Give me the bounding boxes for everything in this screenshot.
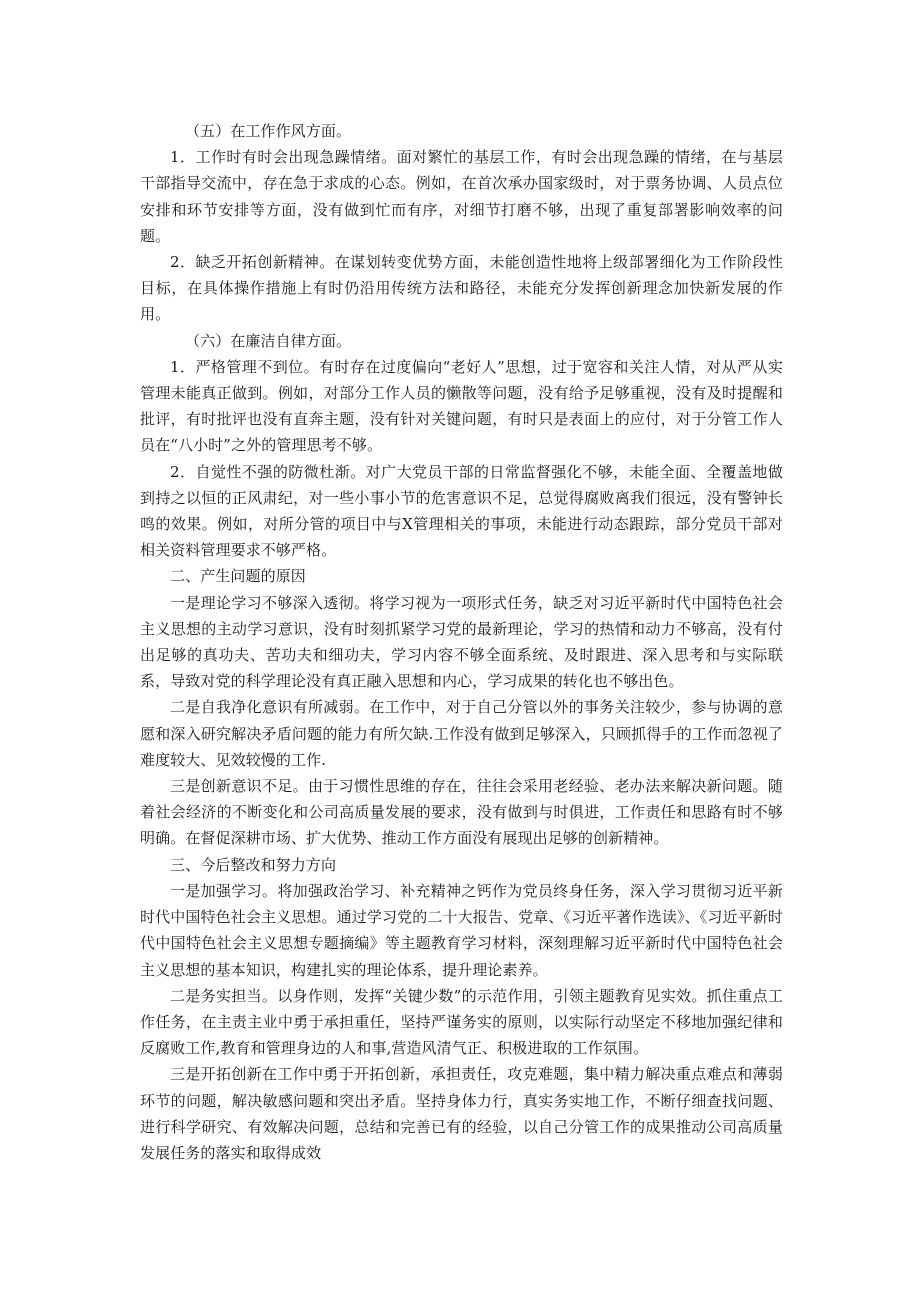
paragraph: 1．工作时有时会出现急躁情绪。面对繁忙的基层工作，有时会出现急躁的情绪，在与基层干部指导交流中，存在急于求成的心态。例如，在首次承办国家级时，对于票务协调、人员点位安排和环节安排等方面，没有做到忙而有序，对细节打磨不够，出现了重复部署影响效率的问题。 bbox=[140, 148, 783, 245]
paragraph: 三是开拓创新在工作中勇于开拓创新，承担责任，攻克难题，集中精力解决重点难点和薄弱环节的问题，解决敏感问题和突出矛盾。坚持身体力行，真实务实地工作，不断仔细查找问题、进行科学研究、有效解决问题，总结和完善已有的经验，以自己分管工作的成果推动公司高质量发展任务的落实和取得成效 bbox=[140, 1065, 783, 1162]
paragraph: 1．严格管理不到位。有时存在过度偏向“老好人”思想，过于宽容和关注人情，对从严从实管理未能真正做到。例如，对部分工作人员的懒散等问题，没有给予足够重视，没有及时提醒和批评，有时批评也没有直奔主题，没有针对关键问题，有时只是表面上的应付，对于分管工作人员在“八小时”之外的管理思考不够。 bbox=[140, 357, 783, 455]
paragraph: 三是创新意识不足。由于习惯性思维的存在，往往会采用老经验、老办法来解决新问题。随着社会经济的不断变化和公司高质量发展的要求，没有做到与时俱进，工作责任和思路有时不够明确。在督促深耕市场、扩大优势、推动工作方面没有展现出足够的创新精神。 bbox=[140, 777, 783, 848]
paragraph: 一是加强学习。将加强政治学习、补充精神之钙作为党员终身任务，深入学习贯彻习近平新时代中国特色社会主义思想。通过学习党的二十大报告、党章、《习近平著作选读》、《习近平新时代中国特色社会主义思想专题摘编》等主题教育学习材料，深刻理解习近平新时代中国特色社会主义思想的基本知识，构建扎实的理论体系，提升理论素养。 bbox=[140, 881, 783, 979]
paragraph: 二是自我净化意识有所减弱。在工作中，对于自己分管以外的事务关注较少，参与协调的意愿和深入研究解决矛盾问题的能力有所欠缺.工作没有做到足够深入，只顾抓得手的工作而忽视了难度较大、见效较慢的工作. bbox=[140, 698, 783, 769]
section-heading-integrity: （六）在廉洁自律方面。 bbox=[185, 331, 352, 350]
paragraph: 一是理论学习不够深入透彻。将学习视为一项形式任务，缺乏对习近平新时代中国特色社会主义思想的主动学习意识，没有时刻抓紧学习党的最新理论，学习的热情和动力不够高，没有付出足够的真功夫、苦功夫和细功夫，学习内容不够全面系统、及时跟进、深入思考和与实际联系，导致对党的科学理论没有真正融入思想和内心，学习成果的转化也不够出色。 bbox=[140, 593, 783, 691]
section-heading-rectification: 三、今后整改和努力方向 bbox=[170, 855, 337, 874]
section-heading-causes: 二、产生问题的原因 bbox=[170, 567, 306, 586]
paragraph: 二是务实担当。以身作则，发挥“关键少数”的示范作用，引领主题教育见实效。抓住重点工作任务，在主责主业中勇于承担重任，坚持严谨务实的原则，以实际行动坚定不移地加强纪律和反腐败工作,教育和管理身边的人和事,营造风清气正、积极进取的工作氛围。 bbox=[140, 986, 783, 1058]
document-body bbox=[140, 118, 783, 1166]
paragraph: 2．自觉性不强的防微杜渐。对广大党员干部的日常监督强化不够，未能全面、全覆盖地做到持之以恒的正风肃纪，对一些小事小节的危害意识不足，总觉得腐败离我们很远，没有警钟长鸣的效果。例如，对所分管的项目中与X管理相关的事项，未能进行动态跟踪，部分党员干部对相关资料管理要求不够严格。 bbox=[140, 462, 783, 560]
paragraph: 2．缺乏开拓创新精神。在谋划转变优势方面，未能创造性地将上级部署细化为工作阶段性目标，在具体操作措施上有时仍沿用传统方法和路径，未能充分发挥创新理念加快新发展的作用。 bbox=[140, 253, 783, 324]
section-heading-work-style: （五）在工作作风方面。 bbox=[185, 122, 352, 140]
